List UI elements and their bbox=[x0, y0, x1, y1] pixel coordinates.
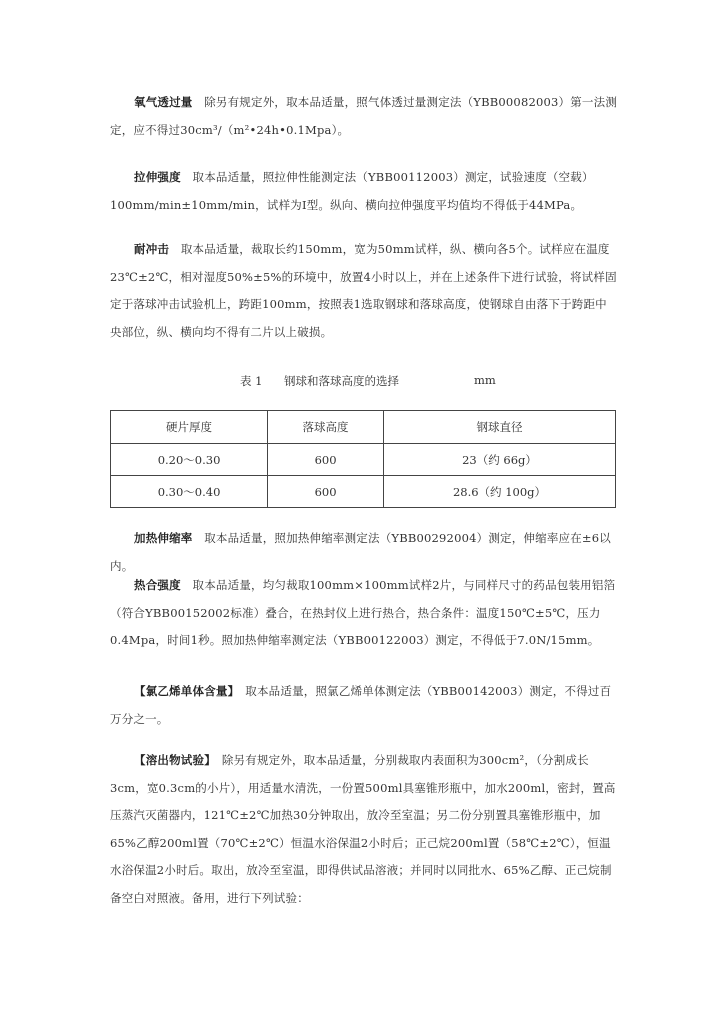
table-label: 表 1 bbox=[240, 374, 263, 388]
column-header: 硬片厚度 bbox=[111, 411, 268, 444]
impact-resistance-paragraph bbox=[110, 236, 618, 346]
oxygen-permeability-text: 除另有规定外，取本品适量，照气体透过量测定法（YBB00082003）第一法测定，应不得过30cm³/（m²•24h•0.1Mpa）。 bbox=[110, 95, 618, 137]
table-cell: 28.6（约 100g） bbox=[384, 476, 616, 508]
table-unit: mm bbox=[474, 373, 496, 387]
vinyl-chloride-text: 取本品适量，照氯乙烯单体测定法（YBB00142003）测定，不得过百万分之一。 bbox=[110, 684, 612, 726]
tensile-strength-paragraph bbox=[110, 164, 618, 219]
table-caption-text: 钢球和落球高度的选择 bbox=[284, 374, 399, 388]
heat-seal-title: 热合强度 bbox=[134, 578, 181, 592]
heat-seal-paragraph bbox=[110, 572, 618, 655]
column-header: 落球高度 bbox=[268, 411, 384, 444]
ball-drop-table bbox=[110, 410, 616, 508]
table-cell: 0.30～0.40 bbox=[111, 476, 268, 508]
heat-shrink-text: 取本品适量，照加热伸缩率测定法（YBB00292004）测定，伸缩率应在±6以内。 bbox=[110, 531, 611, 573]
table-cell: 600 bbox=[268, 476, 384, 508]
table-cell: 0.20～0.30 bbox=[111, 444, 268, 476]
heat-shrink-title: 加热伸缩率 bbox=[134, 531, 193, 545]
tensile-strength-title: 拉伸强度 bbox=[134, 170, 181, 184]
table-row bbox=[111, 444, 616, 476]
table-cell: 600 bbox=[268, 444, 384, 476]
vinyl-chloride-paragraph bbox=[110, 678, 618, 733]
table-row bbox=[111, 476, 616, 508]
table-cell: 23（约 66g） bbox=[384, 444, 616, 476]
column-header: 钢球直径 bbox=[384, 411, 616, 444]
table-header-row bbox=[111, 411, 616, 444]
extractables-text: 除另有规定外，取本品适量，分别裁取内表面积为300cm²，（分割成长3cm，宽0.3cm的小片），用适量水清洗，一份置500ml具塞锥形瓶中，加水200ml，密封，置高压蒸汽灭菌器内，121℃±2℃加热30分钟取出，放冷至室温；另二份分别置具塞锥形瓶中，加65%乙醇200ml置（70℃±2℃）恒温水浴保温2小时后；正己烷200ml置（58℃±2℃），恒温水浴保温2小时后。取出，放冷至室温，即得供试品溶液；并同时以同批水、65%乙醇、正己烷制备空白对照液。备用，进行下列试验： bbox=[110, 753, 616, 905]
extractables-title: 【溶出物试验】 bbox=[134, 753, 211, 767]
impact-resistance-title: 耐冲击 bbox=[134, 242, 170, 256]
extractables-paragraph bbox=[110, 747, 618, 912]
oxygen-permeability-title: 氧气透过量 bbox=[134, 95, 193, 109]
vinyl-chloride-title: 【氯乙烯单体含量】 bbox=[134, 684, 234, 698]
oxygen-permeability-paragraph bbox=[110, 89, 618, 144]
tensile-strength-text: 取本品适量，照拉伸性能测定法（YBB00112003）测定，试验速度（空载）100mm/min±10mm/min，试样为Ⅰ型。纵向、横向拉伸强度平均值均不得低于44MPa。 bbox=[110, 170, 594, 212]
impact-resistance-text: 取本品适量，裁取长约150mm，宽为50mm试样，纵、横向各5个。试样应在温度23℃±2℃，相对湿度50%±5%的环境中，放置4小时以上，并在上述条件下进行试验，将试样固定于落球冲击试验机上，跨距100mm，按照表1选取钢球和落球高度，使钢球自由落下于跨距中央部位，纵、横向均不得有二片以上破损。 bbox=[110, 242, 617, 339]
heat-seal-text: 取本品适量，均匀裁取100mm×100mm试样2片，与同样尺寸的药品包装用铝箔（符合YBB00152002标准）叠合，在热封仪上进行热合，热合条件：温度150℃±5℃，压力0.4Mpa，时间1秒。照加热伸缩率测定法（YBB00122003）测定，不得低于7.0N/15mm。 bbox=[110, 578, 616, 647]
